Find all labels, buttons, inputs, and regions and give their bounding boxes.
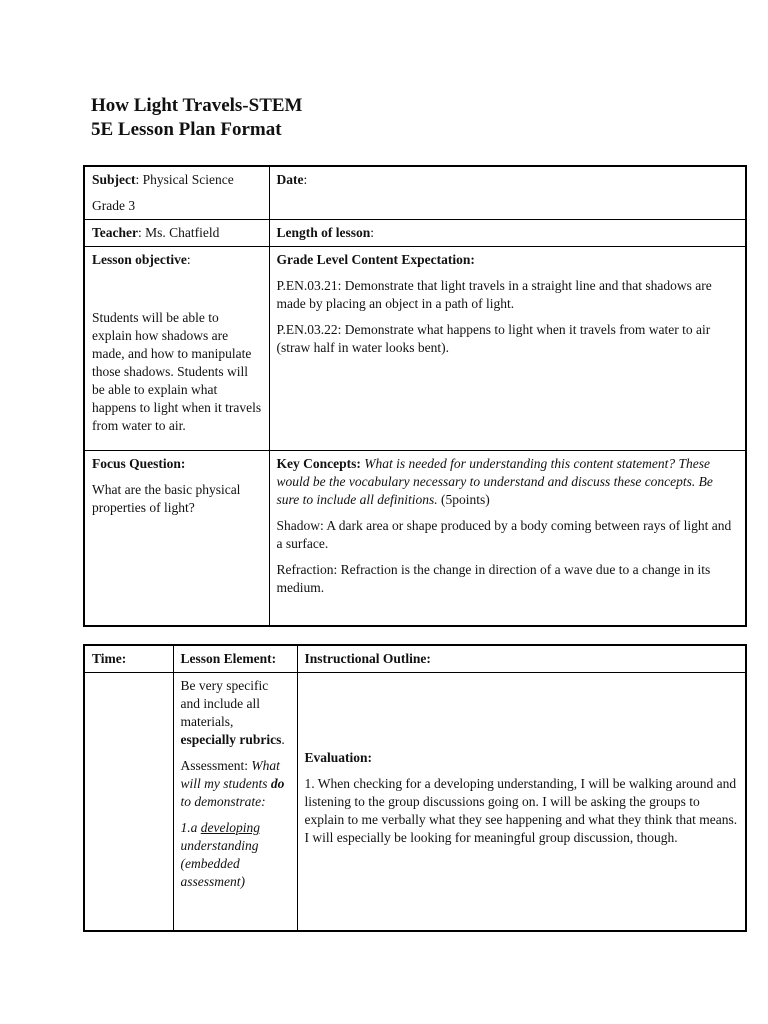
length-colon: :: [370, 225, 375, 240]
assessment-question-bold: do: [270, 776, 285, 791]
teacher-length-row: [84, 220, 746, 247]
key-concepts-prompt: What is needed for understanding this content statement? These would be the vocabulary necessary to understand and discuss these concepts. Be sure to include all definitions.: [276, 456, 713, 507]
instructional-outline-header: Instructional Outline:: [297, 645, 746, 673]
focus-concepts-row: [84, 451, 746, 626]
teacher-cell: [84, 220, 269, 247]
subject-cell: [84, 166, 269, 220]
title-line-2: 5E Lesson Plan Format: [91, 119, 282, 140]
title-line-1: How Light Travels-STEM: [91, 95, 303, 116]
teacher-label: Teacher: [92, 225, 138, 240]
objective-text: Students will be able to explain how shadows are made, and how to manipulate those shadows. Students will be able to explain what happens to light when it travels from water to air.: [92, 310, 262, 433]
assessment-label: Assessment:: [180, 758, 252, 773]
outline-cell: [297, 673, 746, 931]
focus-label: Focus Question:: [92, 456, 186, 471]
outline-header-row: [84, 645, 746, 673]
time-cell: [84, 673, 173, 931]
element-intro: Be very specific and include all materials,: [180, 678, 269, 729]
outline-row: [84, 673, 746, 931]
definition-refraction: Refraction: Refraction is the change in direction of a wave due to a change in its medium.: [276, 562, 711, 595]
glce-label: Grade Level Content Expectation:: [276, 252, 475, 267]
lesson-element-cell: [173, 673, 297, 931]
objective-row: [84, 247, 746, 451]
document-title: [91, 94, 302, 142]
glce-cell: [269, 247, 746, 451]
instructional-outline-table: [83, 644, 747, 932]
key-concepts-points: (5points): [437, 492, 490, 507]
date-label: Date: [276, 172, 304, 187]
evaluation-label: Evaluation:: [304, 750, 373, 765]
focus-text: What are the basic physical properties of light?: [92, 482, 241, 515]
teacher-value: : Ms. Chatfield: [138, 225, 220, 240]
glce-item: P.EN.03.22: Demonstrate what happens to light when it travels from water to air (straw half in water looks bent).: [276, 322, 711, 355]
length-label: Length of lesson: [276, 225, 371, 240]
subject-label: Subject: [92, 172, 136, 187]
assessment-question-pre: What will my students: [180, 758, 280, 791]
element-intro-bold: especially rubrics: [180, 732, 282, 747]
subject-date-row: [84, 166, 746, 220]
objective-cell: [84, 247, 269, 451]
lesson-element-header: Lesson Element:: [173, 645, 297, 673]
developing-pre: 1.a: [180, 820, 201, 835]
definition-shadow: Shadow: A dark area or shape produced by a body coming between rays of light and a surface.: [276, 518, 732, 551]
evaluation-text: 1. When checking for a developing understanding, I will be walking around and listening to the group discussions going on. I will be asking the groups to explain to me verbally what they see happening and what they think that means. I will especially be looking for meaningful group discussion, though.: [304, 776, 738, 845]
glce-item: P.EN.03.21: Demonstrate that light travels in a straight line and that shadows are made by placing an object in a path of light.: [276, 278, 712, 311]
assessment-question-post: to demonstrate:: [180, 794, 266, 809]
subject-value: : Physical Science: [135, 172, 234, 187]
key-concepts-label: Key Concepts:: [276, 456, 361, 471]
lesson-info-table: [83, 165, 747, 627]
date-colon: :: [303, 172, 308, 187]
key-concepts-cell: [269, 451, 746, 626]
objective-label: Lesson objective: [92, 252, 187, 267]
developing-post: understanding (embedded assessment): [180, 838, 259, 889]
length-cell: [269, 220, 746, 247]
element-intro-end: .: [281, 732, 285, 747]
time-header: Time:: [84, 645, 173, 673]
objective-colon: :: [186, 252, 191, 267]
date-cell: [269, 166, 746, 220]
grade-text: Grade 3: [92, 198, 136, 213]
focus-question-cell: [84, 451, 269, 626]
developing-underlined: developing: [200, 820, 260, 835]
